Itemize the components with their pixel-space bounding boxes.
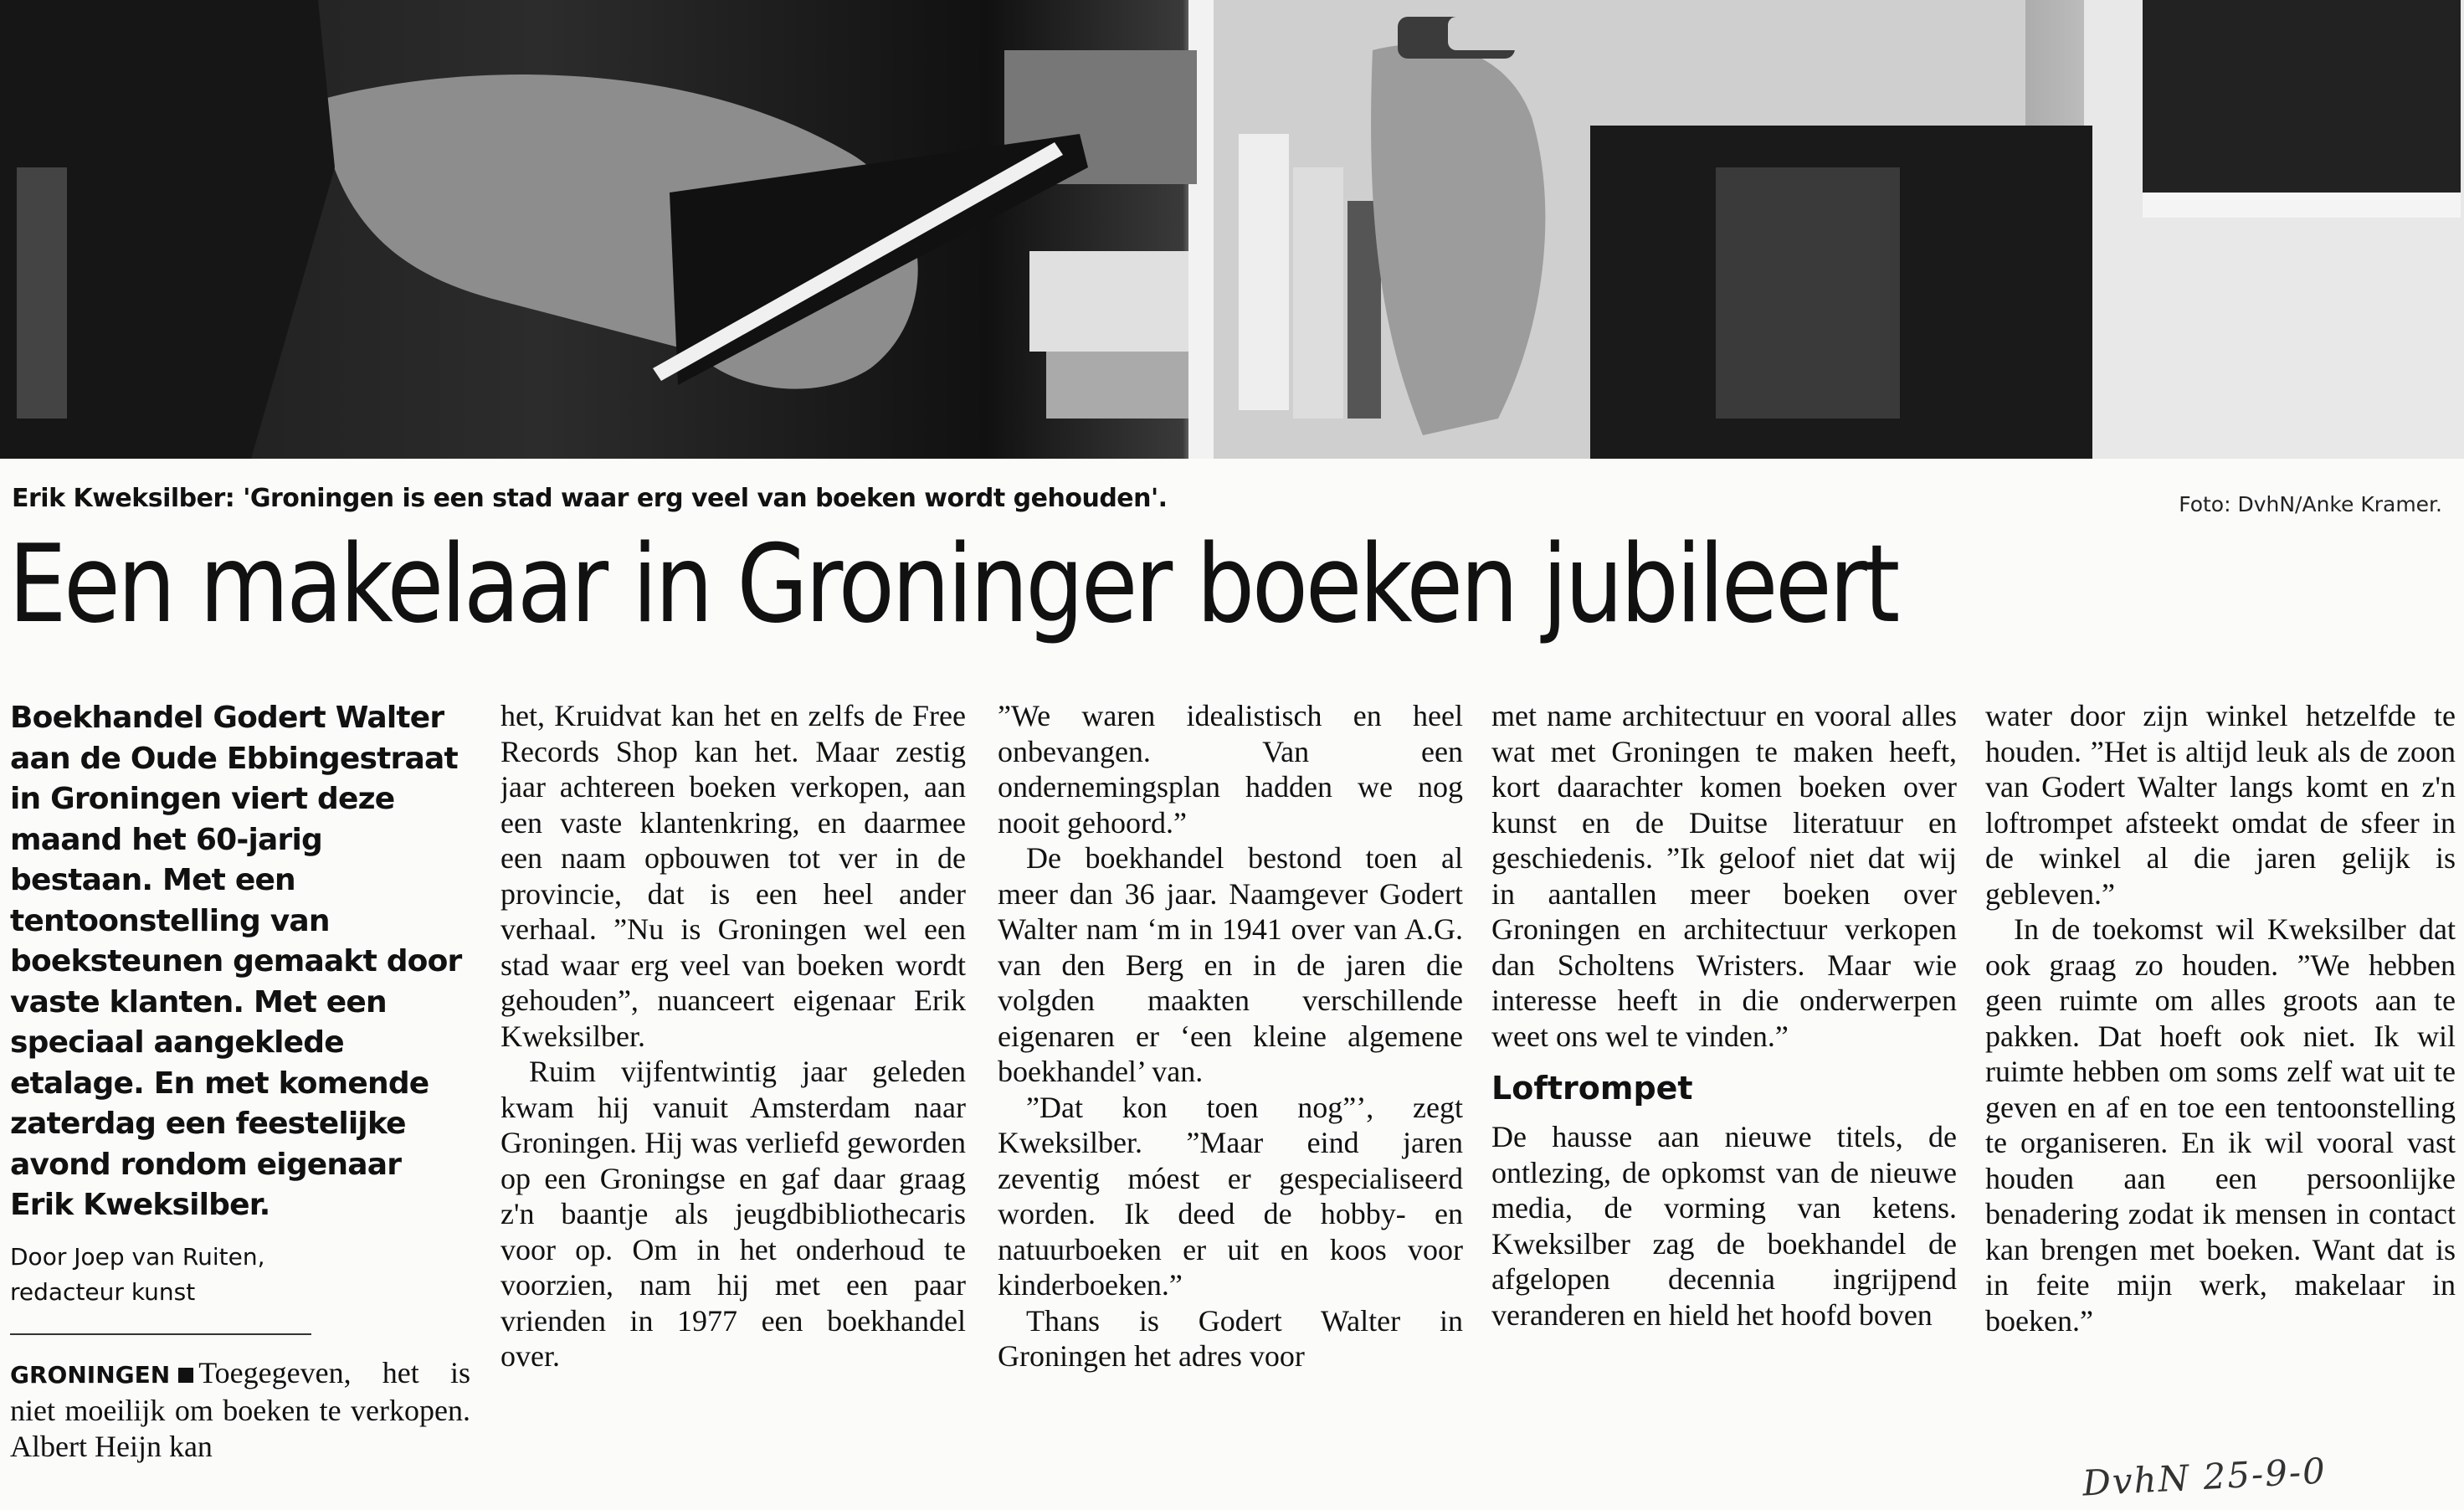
body-paragraph: Thans is Godert Walter in Groningen het adres voor [998, 1303, 1463, 1373]
body-paragraph: In de toekomst wil Kweksilber dat ook graag zo houden. ”We hebben geen ruimte om alles groots aan te pakken. Dat hoeft ook niet. Ik wil ruimte hebben om soms zelf wat uit te geven en af en toe een tentoonstelling te organiseren. En ik wil vooral vast houden aan een persoonlijke benadering zodat ik mensen in contact kan brengen met boeken. Want dat is in feite mijn werk, makelaar in boeken.” [1985, 912, 2456, 1338]
body-paragraph: ”Dat kon toen nog”’, zegt Kweksilber. ”Maar eind jaren zeventig móest er gespecialiseerd worden. Ik deed de hobby- en natuurboeken er uit en koos voor kinderboeken.” [998, 1090, 1463, 1302]
body-paragraph: Ruim vijfentwintig jaar geleden kwam hij vanuit Amsterdam naar Groningen. Hij was verliefd geworden op een Groningse en gaf daar graag z'n baantje als jeugdbibliothecaris voor op. Om in het onderhoud te voorzien, nam hij met een paar vrienden in 1977 een boekhandel over. [501, 1055, 966, 1373]
handwritten-date-note: DvhN 25-9-0 [2081, 1450, 2328, 1504]
subheading: Loftrompet [1491, 1070, 1693, 1107]
body-paragraph: met name architectuur en vooral alles wat met Groningen te maken heeft, kort daarachter komen boeken over kunst en de Duitse literatuur en geschiedenis. ”Ik geloof niet dat wij in aantallen meer boeken over Groningen en architectuur verkopen dan Scholtens Wristers. Maar wie interesse heeft in die onderwerpen weet ons wel te vinden.” [1491, 699, 1957, 1053]
byline-author: Door Joep van Ruiten, [10, 1242, 265, 1271]
article-column-3 [998, 698, 1463, 1502]
article-column-1 [10, 698, 470, 1502]
photo-credit: Foto: DvhN/Anke Kramer. [2179, 492, 2442, 516]
dateline-bullet-icon [178, 1368, 193, 1383]
byline-role: redacteur kunst [10, 1277, 196, 1306]
article-column-5 [1985, 698, 2456, 1502]
photo-caption: Erik Kweksilber: 'Groningen is een stad waar erg veel van boeken wordt gehouden'. [12, 484, 1168, 513]
body-paragraph: water door zijn winkel hetzelfde te houden. ”Het is altijd leuk als de zoon van Godert Walter langs komt en z'n loftrompet afsteekt omdat de sfeer in de winkel al die jaren gelijk is gebleven.” [1985, 699, 2456, 911]
divider [10, 1333, 311, 1335]
byline [10, 1240, 470, 1310]
article-column-2 [501, 698, 966, 1502]
body-paragraph: De boekhandel bestond toen al meer dan 36 jaar. Naamgever Godert Walter nam ‘m in 1941 over van A.G. van den Berg en in de jaren die volgden maakten verschillende eigenaren er ‘een kleine algemene boekhandel’ van. [998, 841, 1463, 1088]
body-paragraph: het, Kruidvat kan het en zelfs de Free Records Shop kan het. Maar zestig jaar achtereen boeken verkopen, aan een vaste klantenkring, en daarmee een naam opbouwen tot ver in de provincie, dat is een heel ander verhaal. ”Nu is Groningen wel een stad waar erg veel van boeken wordt gehouden”, nuanceert eigenaar Erik Kweksilber. [501, 699, 966, 1053]
body-paragraph: De hausse aan nieuwe titels, de ontlezing, de opkomst van de nieuwe media, de vorming van ketens. Kweksilber zag de boekhandel de afgelopen decennia ingrijpend veranderen en hield het hoofd boven [1491, 1120, 1957, 1332]
lead-paragraph: Boekhandel Godert Walter aan de Oude Ebbingestraat in Groningen viert deze maand het 60-jarig bestaan. Met een tentoonstelling van boeksteunen gemaakt door vaste klanten. Met een speciaal aangeklede etalage. En met komende zaterdag een feestelijke avond rondom eigenaar Erik Kweksilber. [10, 701, 462, 1222]
headline: Een makelaar in Groninger boeken jubileert [8, 522, 1897, 647]
article-column-4 [1491, 698, 1957, 1502]
body-text: Toegegeven, het is niet moeilijk om boeken te verkopen. Albert Heijn kan [10, 1355, 470, 1463]
body-paragraph: ”We waren idealistisch en heel onbevangen. Van een ondernemingsplan hadden we nog nooit gehoord.” [998, 699, 1463, 840]
dateline: GRONINGEN [10, 1360, 171, 1389]
photo-illustration [0, 0, 2464, 459]
article-photo [0, 0, 2464, 459]
body-paragraph [10, 1355, 470, 1465]
